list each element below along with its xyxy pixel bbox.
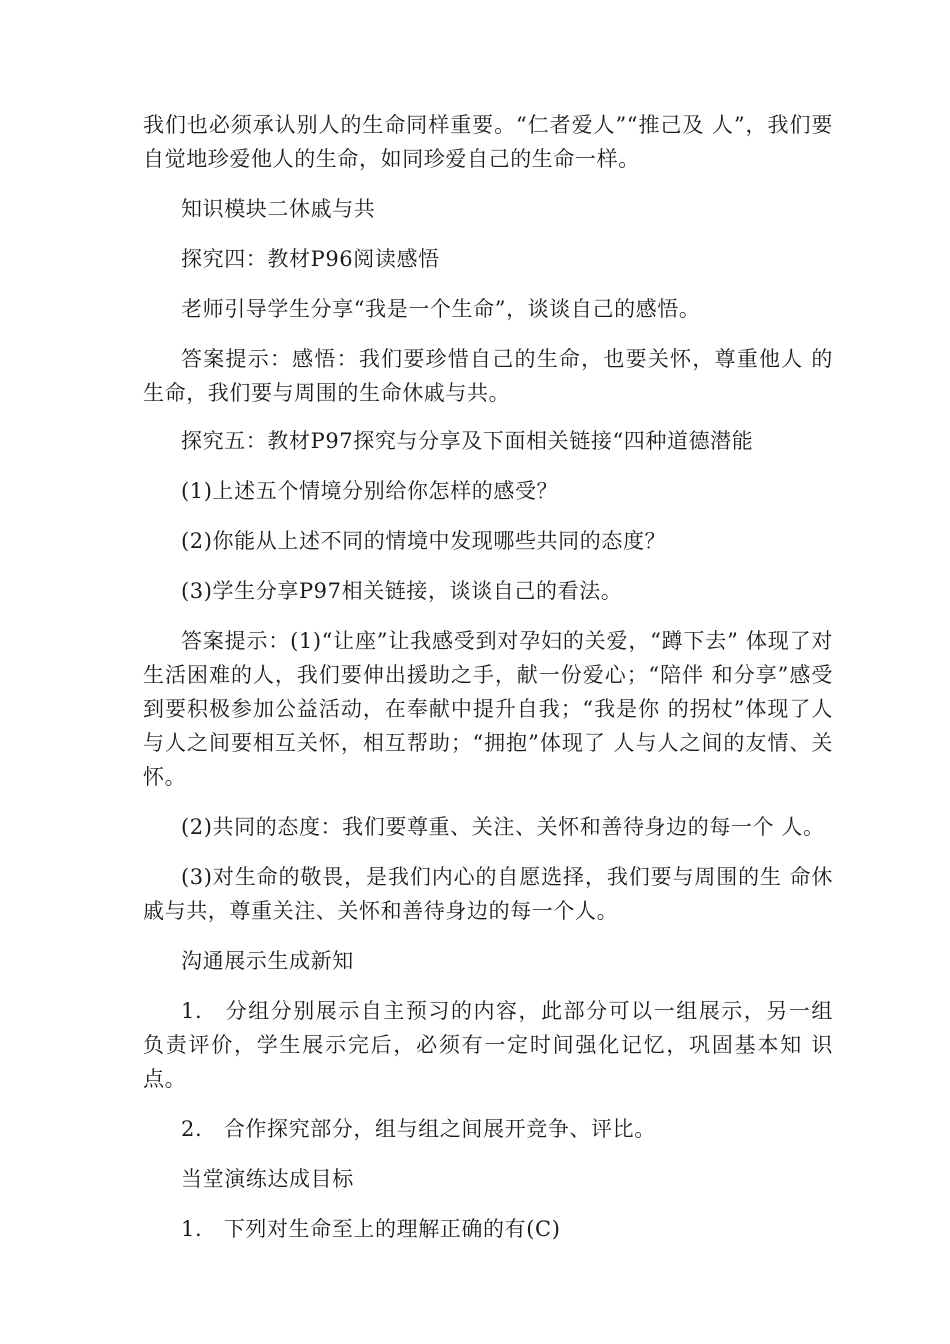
answer-hint-scenarios: 答案提示：(1)“让座”让我感受到对孕妇的关爱，“蹲下去” 体现了对生活困难的人，我们要伸出援助之手，献一份爱心；“陪伴 和分享”感受到要积极参加公益活动，在奉献中提升自我；“我是你 的拐杖”体现了人与人之间要相互关怀，相互帮助；“拥抱”体现了 人与人之间的友情、关怀。 (143, 629, 833, 789)
document-page (143, 108, 833, 1246)
inquiry-five-heading: 探究五：教材P97探究与分享及下面相关链接“四种道德潜能 (181, 429, 754, 453)
section-heading-module-two: 知识模块二休戚与共 (181, 197, 376, 221)
answer-common-attitude: (2)共同的态度：我们要尊重、关注、关怀和善待身边的每一个 人。 (181, 815, 825, 839)
answer-reverence-for-life: (3)对生命的敬畏，是我们内心的自愿选择，我们要与周围的生 命休戚与共，尊重关注、关怀和善待身边的每一个人。 (143, 865, 833, 923)
question-three: (3)学生分享P97相关链接，谈谈自己的看法。 (181, 579, 623, 603)
list-item-cooperative-inquiry: 2. 合作探究部分，组与组之间展开竞争、评比。 (181, 1117, 656, 1141)
inquiry-four-heading: 探究四：教材P96阅读感悟 (181, 247, 440, 271)
answer-hint-paragraph: 答案提示：感悟：我们要珍惜自己的生命，也要关怀，尊重他人 的生命，我们要与周围的生命休戚与共。 (143, 347, 833, 405)
question-two: (2)你能从上述不同的情境中发现哪些共同的态度？ (181, 529, 667, 553)
question-one: (1)上述五个情境分别给你怎样的感受？ (181, 479, 559, 503)
section-heading-communication: 沟通展示生成新知 (181, 949, 354, 973)
exercise-question-one: 1. 下列对生命至上的理解正确的有(C) (181, 1217, 561, 1241)
list-item-group-display: 1. 分组分别展示自主预习的内容，此部分可以一组展示，另一组 负责评价，学生展示完后，必须有一定时间强化记忆，巩固基本知 识点。 (143, 999, 833, 1091)
section-heading-practice: 当堂演练达成目标 (181, 1167, 354, 1191)
teacher-guidance-paragraph: 老师引导学生分享“我是一个生命”，谈谈自己的感悟。 (181, 297, 701, 321)
paragraph-respect-others-life: 我们也必须承认别人的生命同样重要。“仁者爱人”“推己及 人”，我们要自觉地珍爱他人的生命，如同珍爱自己的生命一样。 (143, 113, 833, 171)
